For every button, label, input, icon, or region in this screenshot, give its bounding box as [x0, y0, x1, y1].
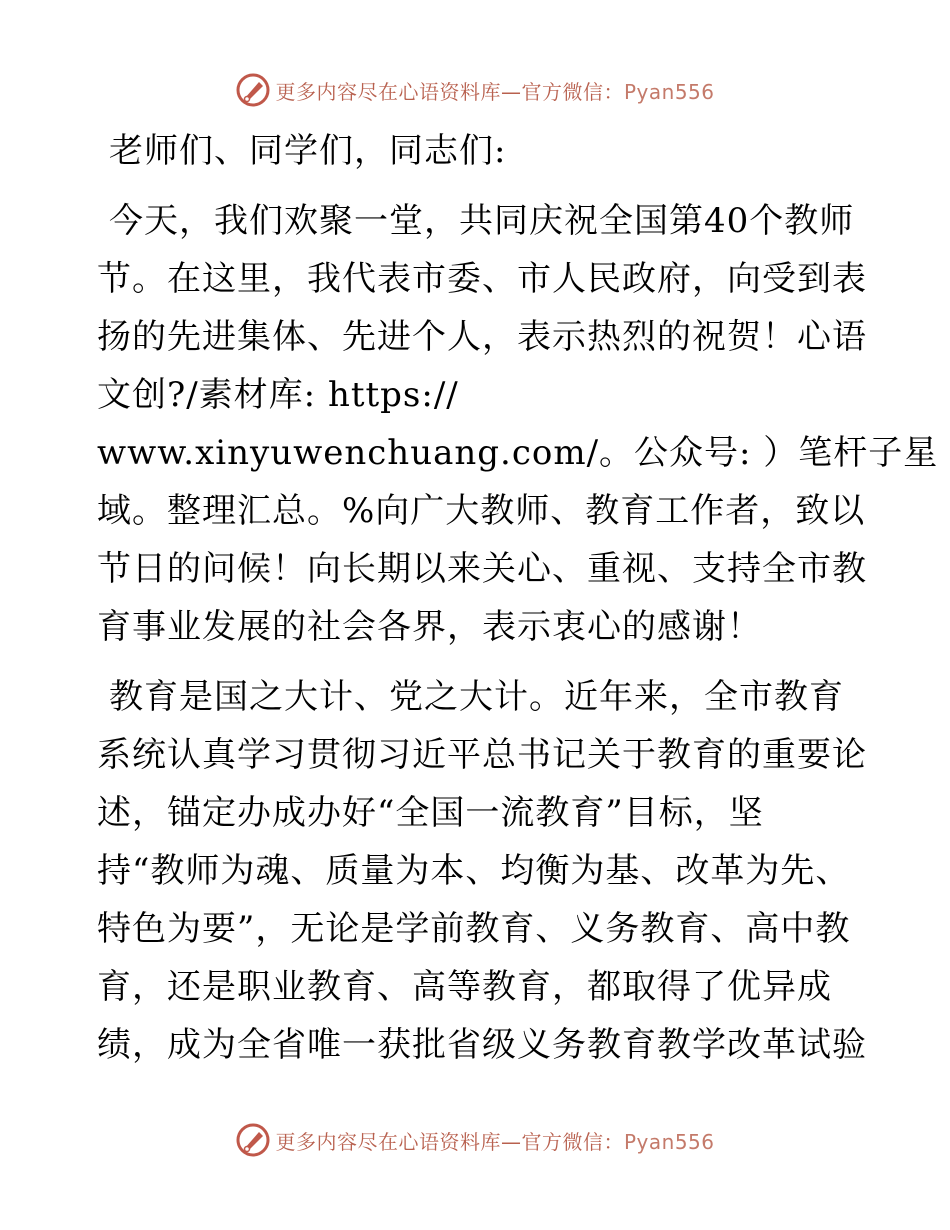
text-line: 述，锚定办成办好“全国一流教育”目标，坚 — [97, 793, 764, 833]
paragraph-greeting — [97, 122, 857, 180]
text-line: 节日的问候！向长期以来关心、重视、支持全市教 — [97, 549, 867, 589]
text-line: 育事业发展的社会各界，表示衷心的感谢！ — [97, 607, 762, 647]
text-line: 今天，我们欢聚一堂，共同庆祝全国第40个教师 — [109, 201, 855, 241]
text-line: 特色为要”，无论是学前教育、义务教育、高中教 — [97, 909, 851, 949]
text-line: 持“教师为魂、质量为本、均衡为基、改革为先、 — [97, 851, 851, 891]
paragraph-education — [97, 668, 867, 1074]
document-body — [97, 122, 939, 1074]
text-line: 扬的先进集体、先进个人，表示热烈的祝贺！心语 — [97, 317, 867, 357]
text-line: 节。在这里，我代表市委、市人民政府，向受到表 — [97, 259, 867, 299]
watermark-header — [0, 70, 950, 110]
pen-logo-icon — [235, 1122, 271, 1158]
text-line: 老师们、同学们，同志们: — [109, 131, 507, 171]
paragraph-opening — [97, 192, 939, 656]
text-line: 教育是国之大计、党之大计。近年来，全市教育 — [109, 677, 844, 717]
watermark-text: 更多内容尽在心语资料库—官方微信：Pyan556 — [275, 79, 715, 104]
watermark-footer — [0, 1120, 950, 1160]
text-line: 系统认真学习贯彻习近平总书记关于教育的重要论 — [97, 735, 867, 775]
pen-logo-icon — [235, 72, 271, 108]
text-line: 绩，成为全省唯一获批省级义务教育教学改革试验 — [97, 1025, 867, 1065]
text-line: 文创?/素材库: https:// — [97, 375, 459, 415]
text-line: www.xinyuwenchuang.com/。公众号: ）笔杆子星 — [97, 433, 939, 473]
text-line: 育，还是职业教育、高等教育，都取得了优异成 — [97, 967, 832, 1007]
watermark-text: 更多内容尽在心语资料库—官方微信：Pyan556 — [275, 1129, 715, 1154]
text-line: 域。整理汇总。%向广大教师、教育工作者，致以 — [97, 491, 866, 531]
